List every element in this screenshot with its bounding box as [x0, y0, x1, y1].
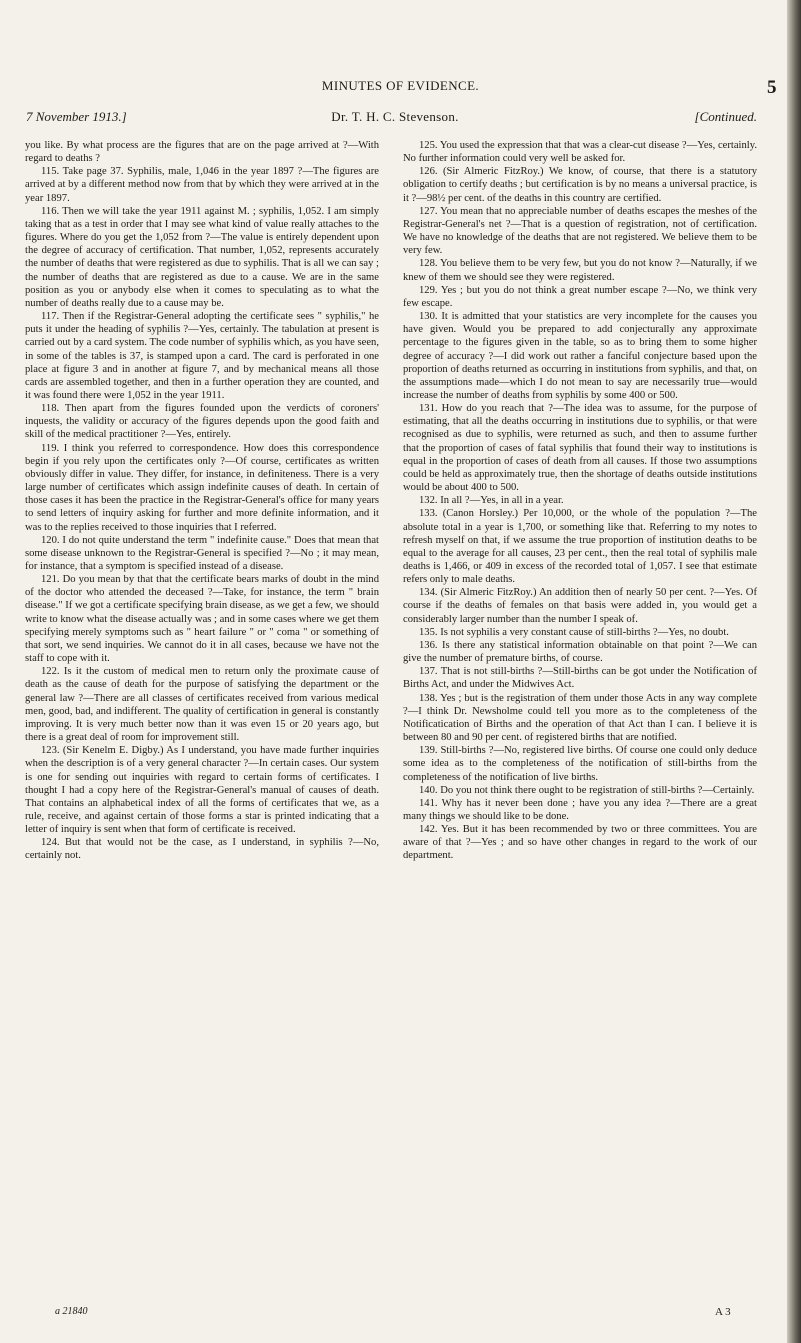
paragraph: 131. How do you reach that ?—The idea was to assume, for the purpose of estimating, that all the deaths occurring in institutions due to syphilis, or that were recognised as due to syphilis, were returned as such, and then to assume further that the proportion of cases of fatal syphilis that found their way to institutions is equal in the proportion of cases of death from all causes. If those two assumptions could be held as approximately true, then the shortage of deaths outside institutions would be about 400 to 500.: [403, 403, 757, 494]
witness-name: Dr. T. H. C. Stevenson.: [331, 109, 459, 124]
paragraph: 116. Then we will take the year 1911 against M. ; syphilis, 1,052. I am simply taking that as a test in order that I may see what kind of value really attaches to the figures. Where do you get the 1,052 from ?—The value is entirely dependent upon the degree of accuracy of certification. That number, 1,052, represents accurately the number of deaths that were registered as due to syphilis. That is all we can say ; the number of deaths that are registered as due to a cause. We are in the same position as you or anybody else when it comes to speculating as to what the number of deaths really due to a cause may be.: [25, 205, 379, 309]
paragraph: 119. I think you referred to correspondence. How does this correspondence begin if you rely upon the certificates only ?—Of course, certificates as written obviously differ in value. They differ, for instance, in definiteness. There is a very large number of certificates which assign indefinite causes of death. In certain of those cases it has been the practice in the Registrar-General's office for many years to send letters of inquiry asking for further and more definite information, and it was to the replies received to those inquiries that I referred.: [25, 442, 379, 533]
paragraph: 115. Take page 37. Syphilis, male, 1,046 in the year 1897 ?—The figures are arrived at by a different method now from that by which they were arrived at in the year 1897.: [25, 166, 379, 204]
paragraph: 124. But that would not be the case, as I understand, in syphilis ?—No, certainly not.: [25, 837, 379, 862]
paragraph: 133. (Canon Horsley.) Per 10,000, or the whole of the population ?—The absolute total in a year is 1,700, or something like that. Referring to my notes to refresh myself on that, if we assume the true proportion of institution deaths to be equal to the average for all causes, 23 per cent., then the real total of syphilis male deaths is 1,466, or 409 in excess of the recorded total of 1,057. I see that estimate refers only to male deaths.: [403, 508, 757, 586]
paragraph: 117. Then if the Registrar-General adopting the certificate sees " syphilis," he puts it under the heading of syphilis ?—Yes, certainly. The tabulation at present is carried out by a card system. The code number of syphilis which, as you have seen, in some of the tables is 37, is stamped upon a card. The card is perforated in one place at figure 3 and in another at figure 7, and by mechanical means all those cards are assembled together, and then in a further operation they are counted, and it was found there were 1,052 in the year 1911.: [25, 311, 379, 401]
continued-label: [Continued.: [694, 109, 757, 124]
paragraph: 120. I do not quite understand the term " indefinite cause." Does that mean that some disease unknown to the Registrar-General is specified ?—No ; it may mean, for instance, that a symptom is specified instead of a disease.: [25, 534, 379, 572]
paragraph: you like. By what process are the figures that are on the page arrived at ?—With regard to deaths ?: [25, 140, 379, 165]
page-number: 5: [767, 77, 777, 98]
paragraph: 134. (Sir Almeric FitzRoy.) An addition then of nearly 50 per cent. ?—Yes. Of course if the deaths of females on that basis were added in, you would get a considerably larger number than the number I speak of.: [403, 587, 757, 625]
paragraph: 132. In all ?—Yes, in all in a year.: [419, 495, 564, 507]
paragraph: 121. Do you mean by that that the certificate bears marks of doubt in the mind of the doctor who attended the deceased ?—Take, for instance, the term " brain disease." If we got a certificate specifying brain disease, as we get a few, we should write to know what the disease actually was ; and in some cases where we get them specifying merely symptoms such as " heart failure " or " coma " or something of that sort, we send inquiries. We cannot do it in all cases, because we have not the staff to cope with it.: [25, 574, 379, 665]
paragraph: 135. Is not syphilis a very constant cause of still-births ?—Yes, no doubt.: [419, 626, 729, 638]
paragraph: 140. Do you not think there ought to be registration of still-births ?—Certainly.: [419, 784, 755, 796]
running-title: MINUTES OF EVIDENCE.: [321, 78, 480, 93]
paragraph: 130. It is admitted that your statistics are very incomplete for the causes you have given. Would you be prepared to add conjecturally any approximate percentage to the figures given in the table, so as to bring them to some higher degree of accuracy ?—I did work out rather a fanciful conjecture based upon the proportion of deaths returned as occurring in institutions from syphilis, and that, on the assumptions made—which I do not mean to say are necessarily true—would increase the number of deaths from syphilis by some 400 or 500.: [403, 311, 757, 401]
paragraph: 127. You mean that no appreciable number of deaths escapes the meshes of the Registrar-General's net ?—That is a question of registration, not of certification. We have no knowledge of the deaths that are not registered. We believe them to be very few.: [403, 205, 757, 257]
session-date: 7 November 1913.]: [26, 109, 127, 124]
signature-mark: A 3: [715, 1306, 731, 1318]
paragraph: 128. You believe them to be very few, but you do not know ?—Naturally, if we knew of them we should see they were registered.: [403, 258, 757, 283]
paragraph: 141. Why has it never been done ; have you any idea ?—There are a great many things we should like to be done.: [403, 797, 757, 822]
paragraph: 138. Yes ; but is the registration of them under those Acts in any way complete ?—I think Dr. Newsholme could tell you more as to the completeness of the Notificatication of Births and the operation of that Act than I can. I believe it is between 80 and 90 per cent. of registered births that are notified.: [403, 692, 757, 744]
paragraph: 136. Is there any statistical information obtainable on that point ?—We can give the number of premature births, of course.: [403, 639, 757, 665]
paragraph: 142. Yes. But it has been recommended by two or three committees. You are aware of that ?—Yes ; and so have other changes in regard to the work of our department.: [403, 824, 757, 862]
right-column: [403, 139, 757, 863]
paragraph: 139. Still-births ?—No, registered live births. Of course one could only deduce some idea as to the completeness of the notification of still-births from the completeness of the notification of live births.: [403, 745, 757, 783]
paragraph: 125. You used the expression that that was a clear-cut disease ?—Yes, certainly. No further information could very well be asked for.: [403, 140, 757, 165]
paragraph: 126. (Sir Almeric FitzRoy.) We know, of course, that there is a statutory obligation to certify deaths ; but certification is by no means a universal practice, is it ?—98½ per cent. of the deaths in this country are certified.: [403, 166, 757, 204]
paragraph: 122. Is it the custom of medical men to return only the proximate cause of death as the cause of death for the purpose of satisfying the department or the general law ?—There are all classes of certificates received from various medical men, good, bad, and indifferent. The quality of certification in general is constantly improving. It is very much better now than it was even 15 or 20 years ago, but there is a great deal of room for improvement still.: [25, 666, 379, 744]
paragraph: 118. Then apart from the figures founded upon the verdicts of coroners' inquests, the validity or accuracy of the figures depends upon the good faith and skill of the medical practitioner ?—Yes, entirely.: [25, 403, 379, 441]
page-binding-edge: [787, 0, 801, 1343]
paragraph: 137. That is not still-births ?—Still-births can be got under the Notification of Births Act, and under the Midwives Act.: [403, 666, 757, 691]
print-code: a 21840: [55, 1306, 88, 1317]
paragraph: 123. (Sir Kenelm E. Digby.) As I understand, you have made further inquiries when the description is of a very general character ?—In certain cases. Our system is one for sending out inquiries with regard to certain forms of certificates. I thought I had a copy here of the Registrar-General's manual of causes of death. That contains an alphabetical index of all the forms of certificates that we, as a rule, receive, and against certain of those forms a star is printed indicating that a letter of inquiry is sent when that form of certificate is received.: [25, 745, 379, 836]
paragraph: 129. Yes ; but you do not think a great number escape ?—No, we think very few escape.: [403, 284, 757, 309]
left-column: [25, 139, 379, 863]
